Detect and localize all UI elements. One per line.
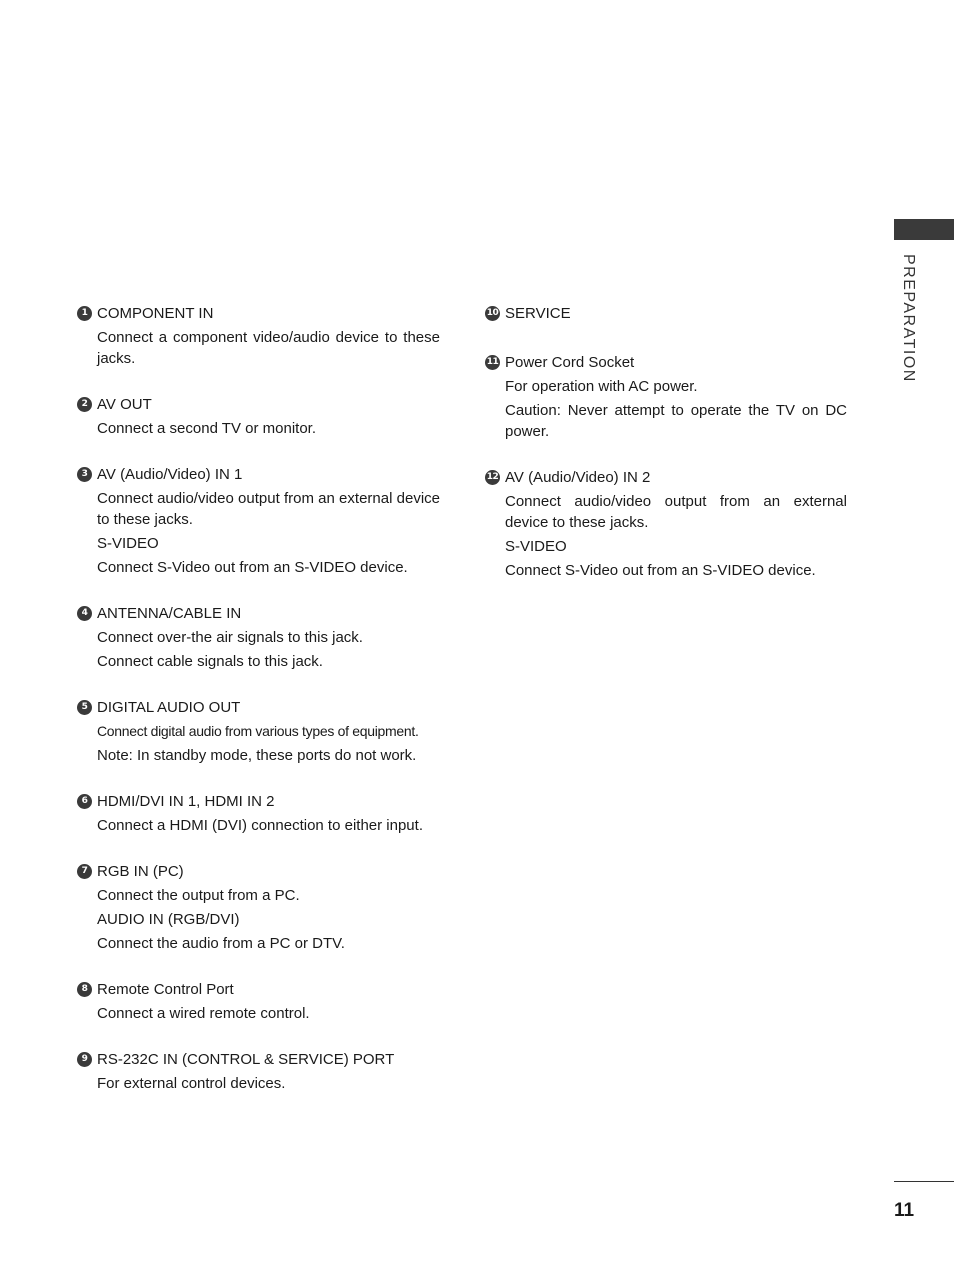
item-title: RS-232C IN (CONTROL & SERVICE) PORT: [97, 1051, 395, 1068]
item-description: Connect a HDMI (DVI) connection to either input.: [97, 817, 423, 834]
item-rgb-in-pc: [77, 861, 440, 954]
item-power-cord-socket: [485, 352, 847, 442]
page-number: 11: [894, 1200, 915, 1221]
item-description: For external control devices.: [97, 1075, 286, 1092]
item-number-badge: 1: [77, 306, 92, 321]
item-description: For operation with AC power.: [505, 378, 698, 395]
item-description: Connect a wired remote control.: [97, 1005, 310, 1022]
item-description: Connect digital audio from various types of equipment.: [97, 723, 419, 739]
item-component-in: [77, 303, 440, 369]
section-tab-marker: [894, 219, 954, 240]
item-number-badge: 4: [77, 606, 92, 621]
item-number-badge: 5: [77, 700, 92, 715]
item-title: AV OUT: [97, 396, 152, 413]
item-number-badge: 7: [77, 864, 92, 879]
item-digital-audio-out: [77, 697, 440, 766]
item-subheading: S-VIDEO: [97, 535, 159, 552]
item-description: Connect audio/video output from an external device to these jacks.: [97, 490, 440, 528]
item-description: Connect S-Video out from an S-VIDEO device.: [505, 562, 816, 579]
item-av-in-2: [485, 467, 847, 581]
item-description: Connect S-Video out from an S-VIDEO device.: [97, 559, 408, 576]
item-subheading: AUDIO IN (RGB/DVI): [97, 911, 240, 928]
item-title: SERVICE: [505, 305, 571, 322]
item-title: RGB IN (PC): [97, 863, 184, 880]
item-hdmi-dvi-in: [77, 791, 440, 836]
item-description: Connect cable signals to this jack.: [97, 653, 323, 670]
item-description: Connect the output from a PC.: [97, 887, 300, 904]
item-av-in-1: [77, 464, 440, 578]
item-description: Connect a component video/audio device to these jacks.: [97, 329, 440, 367]
item-description: Connect a second TV or monitor.: [97, 420, 317, 437]
item-number-badge: 2: [77, 397, 92, 412]
item-title: Remote Control Port: [97, 981, 234, 998]
item-av-out: [77, 394, 440, 439]
right-column: [485, 303, 847, 606]
item-rs232c-in: [77, 1049, 440, 1094]
item-service: [485, 303, 847, 324]
item-title: Power Cord Socket: [505, 354, 635, 371]
item-title: ANTENNA/CABLE IN: [97, 605, 242, 622]
item-number-badge: 10: [485, 306, 500, 321]
item-number-badge: 11: [485, 355, 500, 370]
item-remote-control-port: [77, 979, 440, 1024]
section-side-label: PREPARATION: [900, 254, 917, 383]
item-title: HDMI/DVI IN 1, HDMI IN 2: [97, 793, 275, 810]
item-subheading: S-VIDEO: [505, 538, 567, 555]
item-description: Connect the audio from a PC or DTV.: [97, 935, 345, 952]
item-description: Connect over-the air signals to this jack.: [97, 629, 363, 646]
item-description: Connect audio/video output from an external device to these jacks.: [505, 493, 847, 531]
item-number-badge: 8: [77, 982, 92, 997]
item-title: COMPONENT IN: [97, 305, 214, 322]
item-number-badge: 6: [77, 794, 92, 809]
item-number-badge: 3: [77, 467, 92, 482]
item-title: AV (Audio/Video) IN 1: [97, 466, 243, 483]
item-number-badge: 9: [77, 1052, 92, 1067]
item-number-badge: 12: [485, 470, 500, 485]
footer-divider: [894, 1181, 954, 1182]
item-title: DIGITAL AUDIO OUT: [97, 699, 241, 716]
item-title: AV (Audio/Video) IN 2: [505, 469, 651, 486]
item-note: Note: In standby mode, these ports do not work.: [97, 747, 417, 764]
item-caution: Caution: Never attempt to operate the TV on DC power.: [505, 402, 847, 440]
item-antenna-cable-in: [77, 603, 440, 672]
left-column: [77, 303, 440, 1119]
